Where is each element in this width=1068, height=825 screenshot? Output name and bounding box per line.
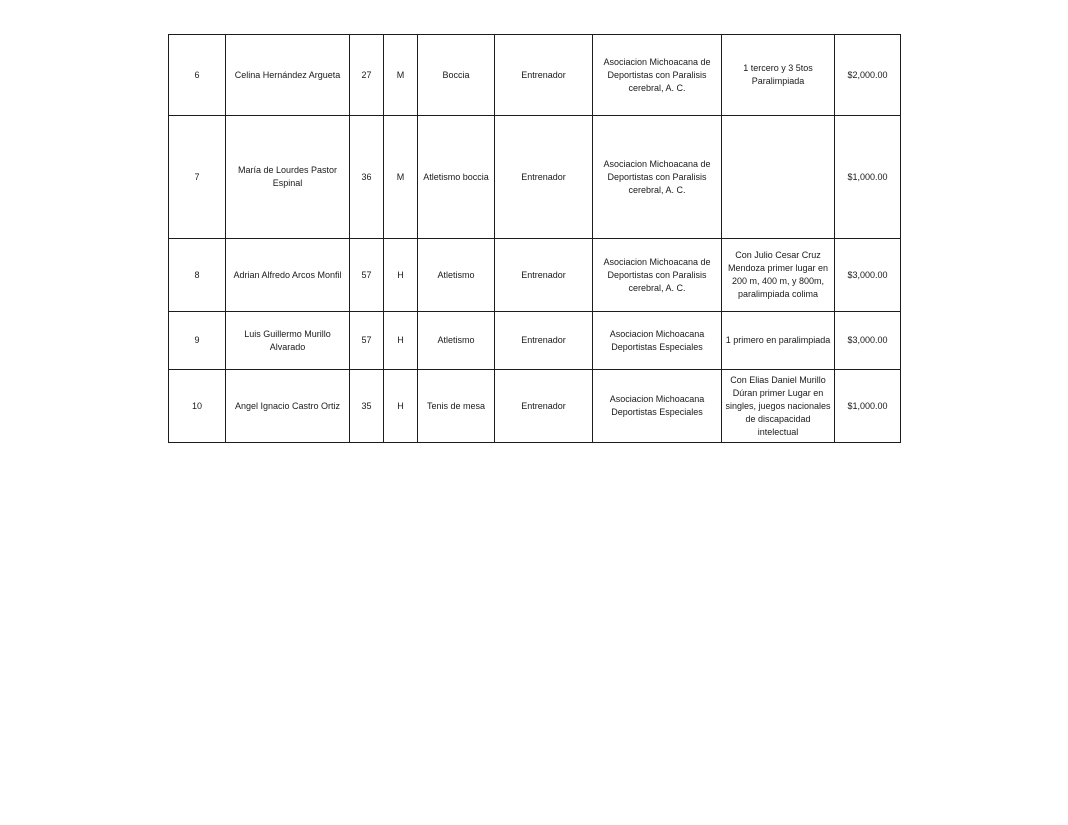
achievement-cell: Con Julio Cesar Cruz Mendoza primer lugar en 200 m, 400 m, y 800m, paralimpiada colima (722, 239, 835, 312)
sex-cell: H (384, 239, 418, 312)
row-number: 9 (169, 312, 226, 370)
association-cell: Asociacion Michoacana de Deportistas con Paralisis cerebral, A. C. (593, 35, 722, 116)
amount-cell: $1,000.00 (835, 116, 901, 239)
age-cell: 27 (350, 35, 384, 116)
person-name: Celina Hernández Argueta (226, 35, 350, 116)
role-cell: Entrenador (495, 116, 593, 239)
amount-cell: $1,000.00 (835, 370, 901, 443)
achievement-cell (722, 116, 835, 239)
row-number: 6 (169, 35, 226, 116)
amount-cell: $3,000.00 (835, 312, 901, 370)
sex-cell: H (384, 312, 418, 370)
role-cell: Entrenador (495, 35, 593, 116)
age-cell: 57 (350, 239, 384, 312)
awards-table (168, 34, 901, 443)
person-name: Angel Ignacio Castro Ortiz (226, 370, 350, 443)
association-cell: Asociacion Michoacana Deportistas Especiales (593, 370, 722, 443)
association-cell: Asociacion Michoacana Deportistas Especiales (593, 312, 722, 370)
table-row (169, 116, 901, 239)
sport-cell: Atletismo (418, 239, 495, 312)
amount-cell: $3,000.00 (835, 239, 901, 312)
sport-cell: Tenis de mesa (418, 370, 495, 443)
achievement-cell: 1 tercero y 3 5tos Paralimpiada (722, 35, 835, 116)
row-number: 10 (169, 370, 226, 443)
role-cell: Entrenador (495, 312, 593, 370)
association-cell: Asociacion Michoacana de Deportistas con Paralisis cerebral, A. C. (593, 116, 722, 239)
row-number: 7 (169, 116, 226, 239)
role-cell: Entrenador (495, 239, 593, 312)
achievement-cell: 1 primero en paralimpiada (722, 312, 835, 370)
row-number: 8 (169, 239, 226, 312)
age-cell: 57 (350, 312, 384, 370)
person-name: María de Lourdes Pastor Espinal (226, 116, 350, 239)
table-row (169, 239, 901, 312)
sport-cell: Atletismo boccia (418, 116, 495, 239)
amount-cell: $2,000.00 (835, 35, 901, 116)
achievement-cell: Con Elias Daniel Murillo Dúran primer Lugar en singles, juegos nacionales de discapacidad intelectual (722, 370, 835, 443)
person-name: Adrian Alfredo Arcos Monfil (226, 239, 350, 312)
sport-cell: Boccia (418, 35, 495, 116)
role-cell: Entrenador (495, 370, 593, 443)
sex-cell: M (384, 35, 418, 116)
age-cell: 35 (350, 370, 384, 443)
sex-cell: H (384, 370, 418, 443)
table-row (169, 35, 901, 116)
table-row (169, 312, 901, 370)
table-row (169, 370, 901, 443)
person-name: Luis Guillermo Murillo Alvarado (226, 312, 350, 370)
sex-cell: M (384, 116, 418, 239)
age-cell: 36 (350, 116, 384, 239)
association-cell: Asociacion Michoacana de Deportistas con Paralisis cerebral, A. C. (593, 239, 722, 312)
sport-cell: Atletismo (418, 312, 495, 370)
